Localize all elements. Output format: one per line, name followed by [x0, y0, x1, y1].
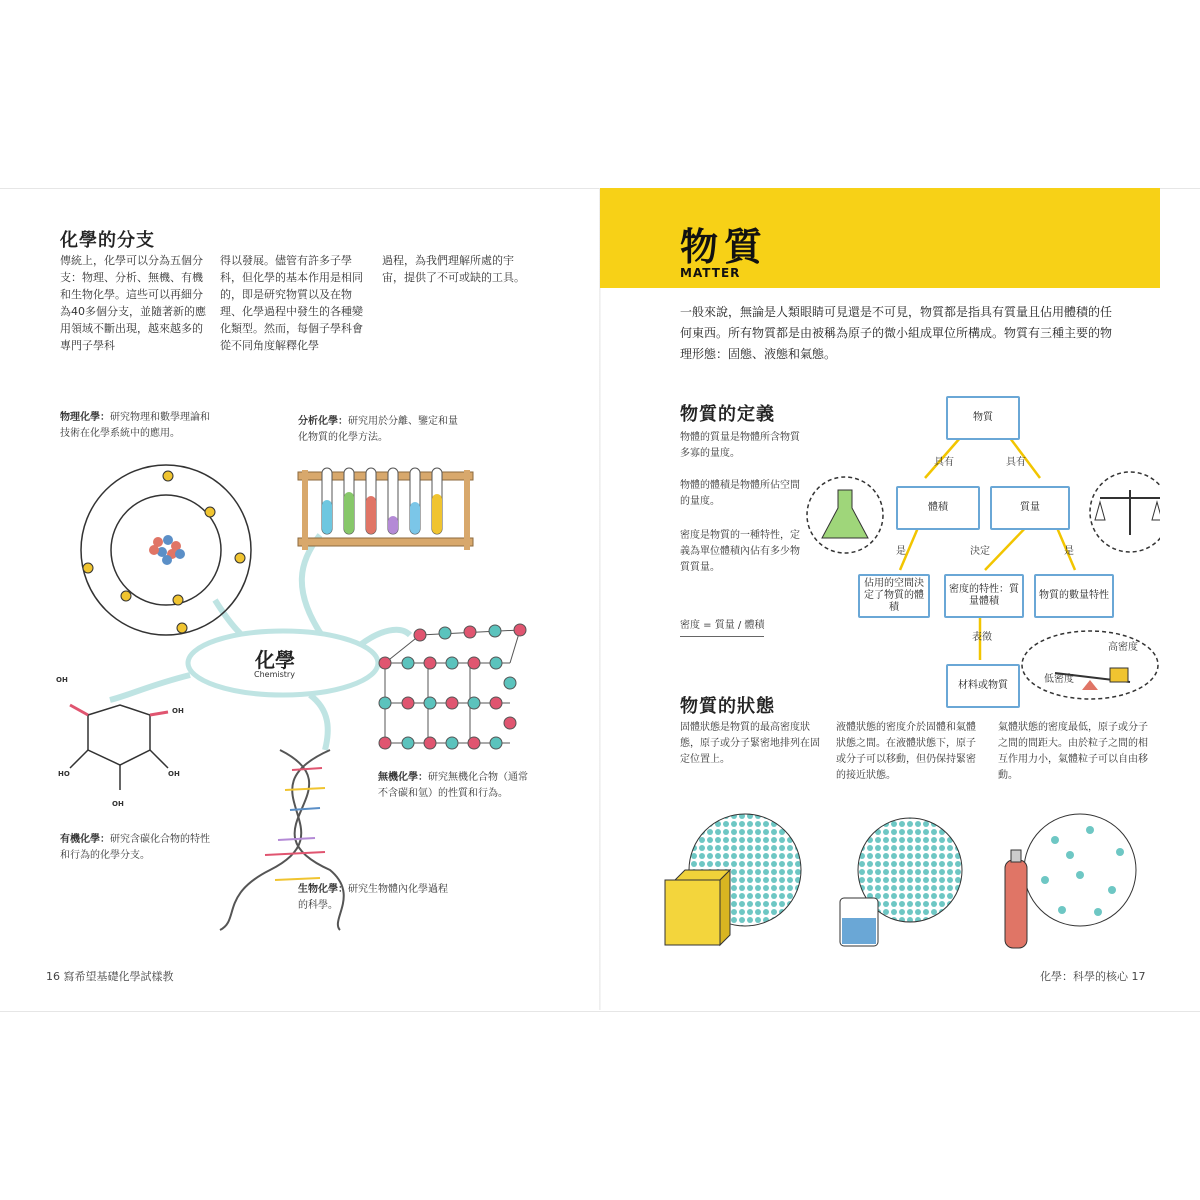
node-mass: 質量	[990, 486, 1070, 530]
glucose-label-1: OH	[56, 676, 68, 684]
center-title: 化學	[255, 648, 295, 672]
definition-mass: 物體的質量是物體所含物質多寡的量度。	[680, 432, 800, 459]
node-quantity: 物質的數量特性	[1034, 574, 1114, 618]
glucose-label-2: OH	[172, 707, 184, 715]
atom-icon	[81, 465, 251, 635]
test-tube-rack-icon	[298, 468, 473, 550]
solid-text: 固體狀態是物質的最高密度狀態，原子或分子緊密地排列在固定位置上。	[680, 722, 820, 765]
organic-chemistry-label: 有機化學：	[60, 834, 110, 845]
analytical-chemistry-text: 研究用於分離、鑒定和量化物質的化學方法。	[298, 416, 458, 443]
analytical-chemistry-label: 分析化學：	[298, 416, 348, 427]
node-space: 佔用的空間決定了物質的體積	[858, 574, 930, 618]
analytical-chemistry-caption	[298, 414, 458, 446]
inorganic-chemistry-caption	[378, 770, 528, 802]
scale-circle	[1090, 472, 1160, 552]
center-subtitle: Chemistry	[254, 670, 295, 679]
definition-density: 密度是物質的一種特性，定義為單位體積內佔有多少物質質量。	[680, 530, 800, 573]
left-footer: 16 寫希望基礎化學試樣教	[46, 970, 174, 983]
node-material: 材料或物質	[946, 664, 1020, 708]
density-formula: 密度 = 質量 / 體積	[680, 618, 764, 637]
intro-column-1: 傳統上，化學可以分為五個分支：物理、分析、無機、有機和生物化學。這些可以再細分為40多個分支，並隨著新的應用領域不斷出現，越來越多的專門子學科	[60, 254, 206, 352]
states-heading: 物質的狀態	[680, 696, 775, 717]
node-density: 密度的特性：質量體積	[944, 574, 1024, 618]
glucose-label-5: OH	[112, 800, 124, 808]
crystal-lattice-icon	[379, 624, 526, 749]
node-volume: 體積	[896, 486, 980, 530]
node-matter: 物質	[946, 396, 1020, 440]
biochemistry-label: 生物化學：	[298, 884, 348, 895]
label-high-density: 高密度	[1108, 642, 1138, 653]
glucose-molecule-icon	[70, 705, 168, 790]
page-title: 物質	[680, 225, 769, 269]
physical-chemistry-label: 物理化學：	[60, 412, 110, 423]
chemistry-mindmap-illustration	[40, 450, 560, 950]
label-has-2: 具有	[1006, 457, 1026, 468]
definition-volume: 物體的體積是物體所佔空間的量度。	[680, 480, 800, 507]
biochemistry-text: 研究生物體內化學過程的科學。	[298, 884, 448, 911]
intro-column-2: 得以發展。儘管有許多子學科，但化學的基本作用是相同的，即是研究物質以及在物理、化學過程中發生的各種變化類型。然而，每個子學科會從不同角度解釋化學	[220, 254, 363, 352]
label-low-density: 低密度	[1044, 674, 1074, 685]
right-intro: 一般來說，無論是人類眼睛可見還是不可見，物質都是指具有質量且佔用體積的任何東西。所有物質都是由被稱為原子的微小組成單位所構成。物質有三種主要的物理形態：固態、液態和氣態。	[680, 305, 1113, 361]
page-title-en: MATTER	[680, 266, 741, 280]
definition-heading: 物質的定義	[680, 404, 775, 425]
glucose-label-3: HO	[58, 770, 70, 778]
organic-chemistry-caption	[60, 832, 210, 864]
gas-text: 氣體狀態的密度最低，原子或分子之間的間距大。由於粒子之間的相互作用力小，氣體粒子可以自由移動。	[998, 722, 1148, 781]
left-heading: 化學的分支	[60, 230, 155, 251]
label-has-1: 具有	[934, 457, 954, 468]
glucose-label-4: OH	[168, 770, 180, 778]
liquid-text: 液體狀態的密度介於固體和氣體狀態之間。在液體狀態下，原子或分子可以移動，但仍保持緊密的接近狀態。	[836, 722, 976, 781]
label-decides: 決定	[970, 546, 990, 557]
inorganic-chemistry-text: 研究無機化合物（通常不含碳和氫）的性質和行為。	[378, 772, 528, 799]
physical-chemistry-text: 研究物理和數學理論和技術在化學系統中的應用。	[60, 412, 210, 439]
states-of-matter-illustration	[650, 780, 1170, 960]
physical-chemistry-caption	[60, 410, 212, 442]
intro-column-3: 過程，為我們理解所處的宇宙，提供了不可或缺的工具。	[382, 254, 525, 284]
label-represents: 表徵	[972, 632, 992, 643]
label-is-2: 是	[1064, 546, 1074, 557]
right-footer: 化學：科學的核心 17	[1040, 970, 1146, 983]
book-gutter	[599, 188, 601, 1010]
inorganic-chemistry-label: 無機化學：	[378, 772, 428, 783]
label-is-1: 是	[896, 546, 906, 557]
biochemistry-caption	[298, 882, 448, 914]
organic-chemistry-text: 研究含碳化合物的特性和行為的化學分支。	[60, 834, 210, 861]
